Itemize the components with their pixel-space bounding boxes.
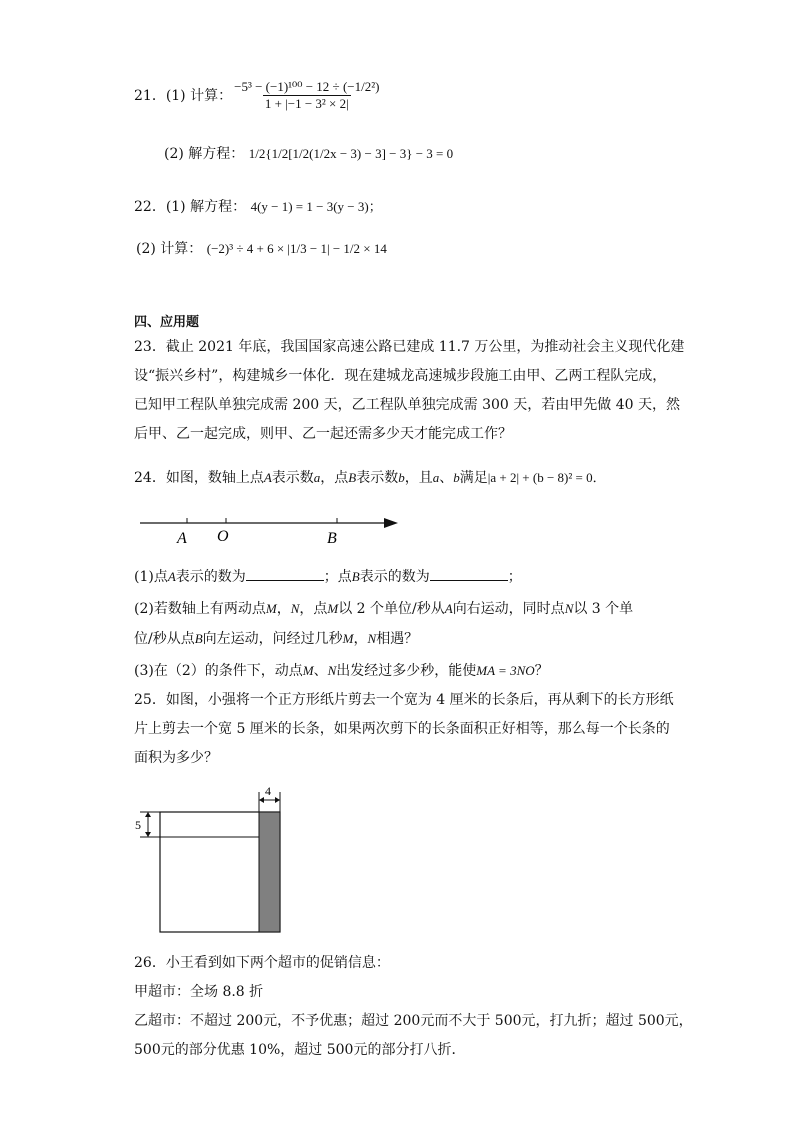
q24-stem	[134, 467, 606, 487]
arrow-down-icon	[145, 832, 151, 837]
arrow-left-icon	[259, 797, 264, 803]
q24-text: 、	[313, 663, 328, 679]
q24-var: B	[348, 470, 357, 485]
dim-label-width: 4	[265, 784, 271, 798]
cut-strip-width-4	[259, 812, 280, 932]
q22-part1-label: 22．(1) 解方程：	[134, 199, 247, 215]
q24-text: ，点	[299, 601, 328, 617]
q24-var: N	[327, 663, 337, 678]
q24-text: 满足	[459, 470, 488, 486]
dim-label-height: 5	[135, 818, 141, 832]
q24-var: b	[398, 470, 405, 485]
number-line-figure	[130, 508, 410, 550]
q24-part3	[134, 660, 549, 680]
q24-text: ；	[507, 569, 522, 585]
q21-part1-numerator: −5³ − (−1)¹⁰⁰ − 12 ÷ (−1/2²)	[234, 78, 380, 94]
q24-var: N	[290, 601, 300, 616]
q24-text: ，且	[404, 470, 433, 486]
q24-text: 表示的数为	[175, 569, 246, 585]
q24-var: B	[351, 569, 360, 584]
q22-part2-expression: (−2)³ ÷ 4 + 6 × |1/3 − 1| − 1/2 × 14	[206, 241, 387, 256]
q23-line: 23．截止 2021 年底，我国国家高速公路已建成 11.7 万公里，为推动社会主义现代化建	[134, 339, 685, 355]
q21-part2-label: (2) 解方程：	[164, 146, 245, 162]
q24-text: 、	[439, 470, 454, 486]
q24-condition: |a + 2| + (b − 8)² = 0．	[487, 470, 606, 485]
square-paper-figure	[130, 782, 290, 938]
q21-part1-label: 21．(1) 计算：	[134, 88, 233, 104]
section-4-title: 四、应用题	[134, 315, 200, 330]
q24-text: ，	[276, 601, 291, 617]
q23-block	[134, 333, 684, 449]
q24-var: a	[432, 470, 440, 485]
q26-supermarket-yi-line1: 乙超市：不超过 200元，不予优惠；超过 200元而不大于 500元，打九折；超过 500元，	[134, 1013, 693, 1029]
q24-var: B	[194, 631, 203, 646]
q24-text: ；点	[323, 569, 352, 585]
q24-text: 向左运动，问经过几秒	[202, 631, 343, 647]
q22-part2	[136, 238, 387, 258]
q26-supermarket-jia: 甲超市：全场 8.8 折	[134, 984, 264, 1000]
q25-line: 面积为多少？	[134, 750, 218, 766]
q24-var: A	[167, 569, 176, 584]
q26-block	[134, 949, 693, 1065]
q24-part2	[134, 594, 633, 654]
q24-text: 表示的数为	[359, 569, 430, 585]
q22-part1	[134, 196, 382, 216]
q24-text: 以 3 个单	[573, 601, 634, 617]
number-line-label-b: B	[327, 530, 337, 547]
q24-var: a	[313, 470, 321, 485]
q24-text: 位/秒从点	[134, 631, 195, 647]
q24-text: (1)点	[134, 569, 168, 585]
q24-text: 24．如图，数轴上点	[134, 470, 264, 486]
q24-part1	[134, 566, 522, 586]
q21-part1-denominator: 1 + |−1 − 3² × 2|	[264, 95, 349, 111]
q25-line: 25．如图，小强将一个正方形纸片剪去一个宽为 4 厘米的长条后，再从剩下的长方形纸	[134, 692, 674, 708]
q24-text: 向右运动，同时点	[452, 601, 565, 617]
answer-blank-b[interactable]	[430, 568, 508, 581]
q21-part2-equation: 1/2{1/2[1/2(1/2x − 3) − 3] − 3} − 3 = 0	[248, 146, 454, 161]
q26-stem: 26．小王看到如下两个超市的促销信息：	[134, 955, 390, 971]
q24-text: 相遇？	[376, 631, 419, 647]
q24-text: 表示数	[271, 470, 314, 486]
q23-line: 后甲、乙一起完成，则甲、乙一起还需多少天才能完成工作？	[134, 426, 512, 442]
q21-part2	[164, 143, 453, 163]
answer-blank-a[interactable]	[246, 568, 324, 581]
q24-text: (2)若数轴上有两动点	[134, 601, 266, 617]
q24-var: N	[564, 601, 574, 616]
arrow-up-icon	[145, 812, 151, 817]
q24-text: ，点	[320, 470, 349, 486]
q21-part1-fraction	[232, 79, 381, 112]
q24-var: M	[302, 663, 314, 678]
arrow-right-icon	[275, 797, 280, 803]
q24-text: 表示数	[356, 470, 399, 486]
number-line-label-o: O	[217, 528, 229, 545]
q22-part1-equation: 4(y − 1) = 1 − 3(y − 3)；	[250, 199, 382, 214]
q23-line: 已知甲工程队单独完成需 200 天，乙工程队单独完成需 300 天，若由甲先做 40 天，然	[134, 397, 680, 413]
q24-var: M	[327, 601, 339, 616]
q24-var: b	[453, 470, 460, 485]
q25-line: 片上剪去一个宽 5 厘米的长条，如果两次剪下的长条面积正好相等，那么每一个长条的	[134, 721, 670, 737]
q22-part2-label: (2) 计算：	[136, 241, 203, 257]
q24-var: A	[444, 601, 453, 616]
number-line-label-a: A	[177, 530, 187, 547]
q24-var: M	[265, 601, 277, 616]
q24-var: N	[367, 631, 377, 646]
q26-supermarket-yi-line2: 500元的部分优惠 10%，超过 500元的部分打八折．	[134, 1042, 466, 1058]
q23-line: 设“振兴乡村”，构建城乡一体化．现在建城龙高速城步段施工由甲、乙两工程队完成，	[134, 368, 667, 384]
q24-text: 以 2 个单位/秒从	[338, 601, 445, 617]
q24-equation: MA = 3NO	[476, 663, 535, 678]
q24-text: ？	[534, 663, 549, 679]
q24-text: (3)在（2）的条件下，动点	[134, 663, 303, 679]
q24-text: 出发经过多少秒，能使	[336, 663, 477, 679]
number-line-arrow-icon	[384, 518, 398, 528]
q21-part1	[134, 70, 381, 120]
q24-text: ，	[353, 631, 368, 647]
q24-var: A	[263, 470, 272, 485]
q25-block	[134, 686, 674, 773]
q24-var: M	[342, 631, 354, 646]
